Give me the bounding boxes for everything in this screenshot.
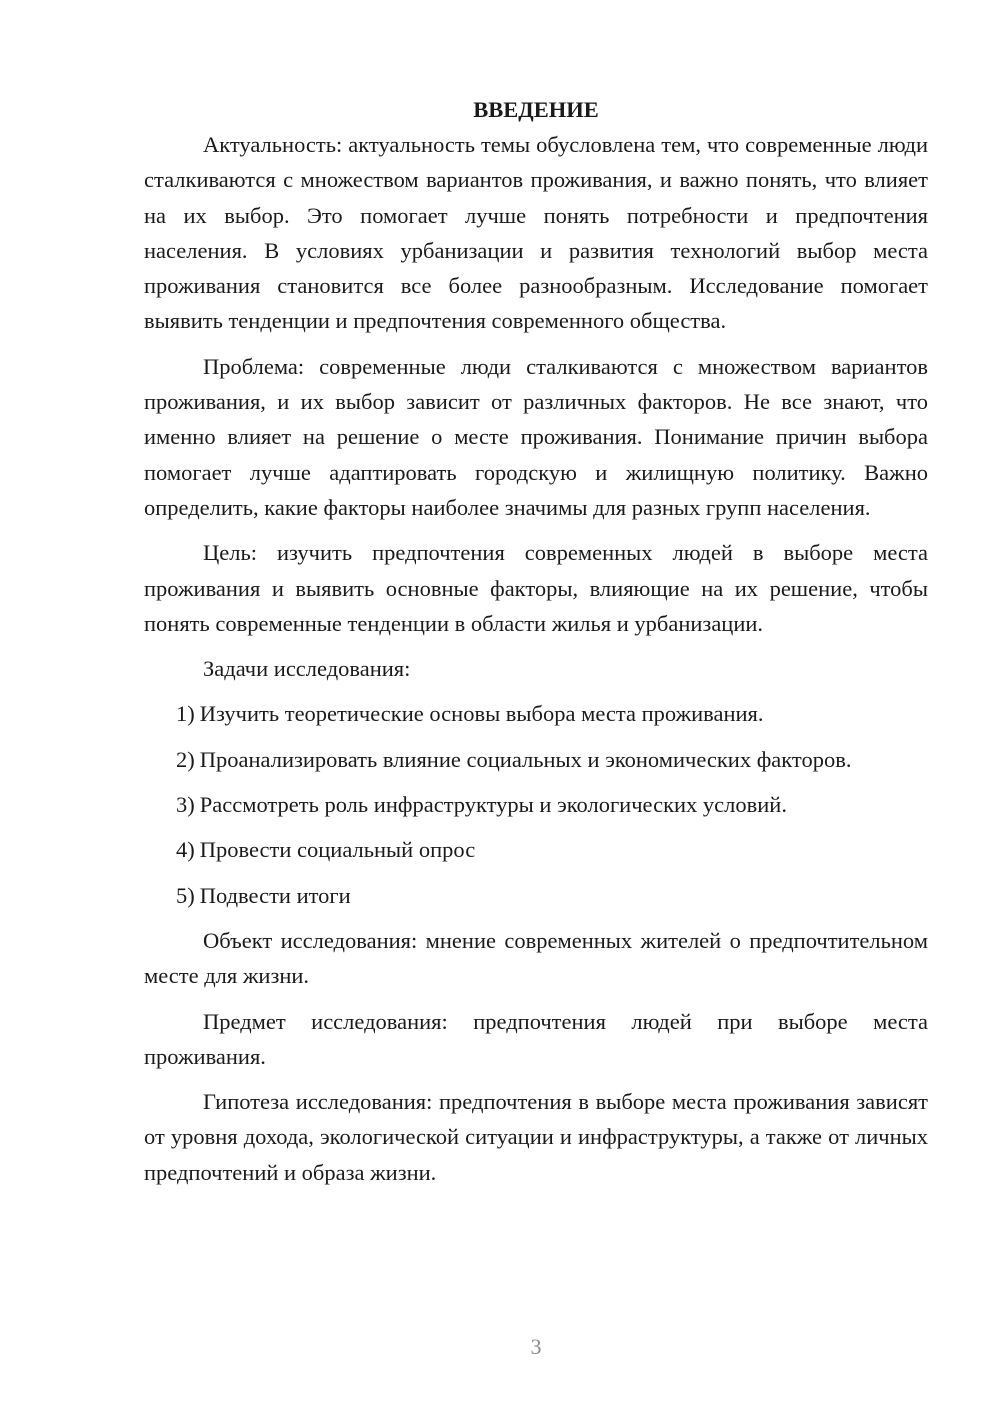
list-item-text: Рассмотреть роль инфраструктуры и экологических условий. (199, 792, 787, 818)
page-number: 3 (530, 1334, 542, 1359)
paragraph-object: Объект исследования: мнение современных жителей о предпочтительном месте для жизни. (144, 927, 928, 989)
list-item-number: 2) (176, 746, 195, 772)
list-item (176, 787, 928, 822)
page-title: ВВЕДЕНИЕ (473, 97, 599, 122)
list-item (176, 696, 928, 731)
list-item-number: 1) (176, 701, 195, 727)
list-item (176, 832, 928, 867)
paragraph-relevance: Актуальность: актуальность темы обусловлена тем, что современные люди сталкиваются с множеством вариантов проживания, и важно понять, что влияет на их выбор. Это помогает лучше понять потребности и предпочтения населения. В условиях урбанизации и развития технологий выбор места проживания становится все более разнообразным. Исследование помогает выявить тенденции и предпочтения современного общества. (144, 132, 928, 334)
list-item (176, 878, 928, 913)
list-item-number: 4) (176, 837, 195, 863)
tasks-heading: Задачи исследования: (203, 656, 411, 682)
list-item-text: Проанализировать влияние социальных и экономических факторов. (199, 746, 852, 772)
paragraph-problem: Проблема: современные люди сталкиваются с множеством вариантов проживания, и их выбор зависит от различных факторов. Не все знают, что именно влияет на решение о месте проживания. Понимание причин выбора помогает лучше адаптировать городскую и жилищную политику. Важно определить, какие факторы наиболее значимы для разных групп населения. (144, 353, 928, 520)
tasks-list (144, 696, 928, 912)
list-item-text: Подвести итоги (199, 882, 351, 908)
list-item (176, 742, 928, 777)
list-item-number: 3) (176, 792, 195, 818)
list-item-text: Провести социальный опрос (199, 837, 476, 863)
list-item-text: Изучить теоретические основы выбора места проживания. (199, 701, 764, 727)
document-body (144, 92, 928, 1200)
paragraph-goal: Цель: изучить предпочтения современных людей в выборе места проживания и выявить основные факторы, влияющие на их решение, чтобы понять современные тенденции в области жилья и урбанизации. (144, 540, 928, 636)
paragraph-subject: Предмет исследования: предпочтения людей при выборе места проживания. (144, 1008, 928, 1069)
list-item-number: 5) (176, 882, 195, 908)
paragraph-hypothesis: Гипотеза исследования: предпочтения в выборе места проживания зависят от уровня дохода, экологической ситуации и инфраструктуры, а также от личных предпочтений и образа жизни. (144, 1089, 928, 1185)
